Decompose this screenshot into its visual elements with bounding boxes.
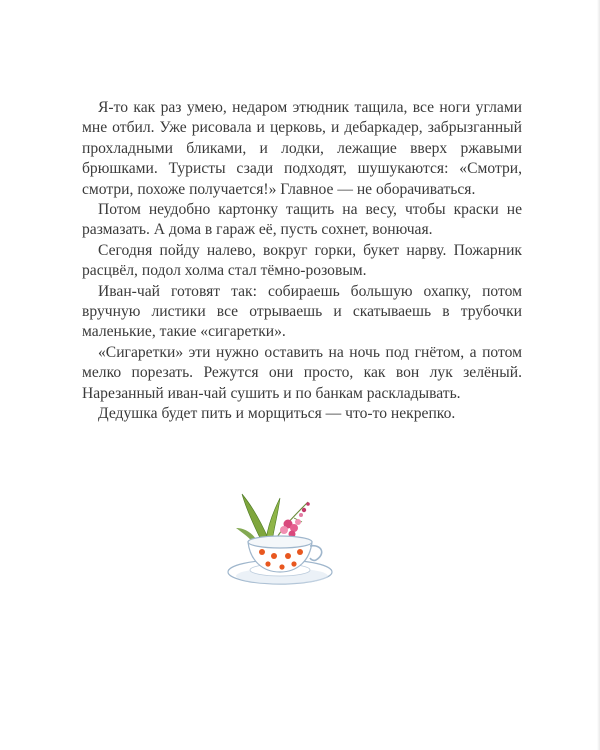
cup-dot (291, 561, 296, 566)
body-text (82, 98, 522, 425)
flower-bud (306, 502, 310, 506)
flower-bud (299, 513, 303, 517)
paragraph: Дедушка будет пить и морщиться — что-то некрепко. (98, 405, 456, 423)
paragraph: Я-то как раз умею, недаром этюдник тащила, все ноги углами мне отбил. Уже рисовала и церковь, и дебаркадер, забрызганный прохладными бликами, и лодки, лежащие вверх ржавыми брюшками. Туристы сзади подходят, шушукаются: «Смотри, смотри, похоже получается!» Главное — не оборачиваться. (82, 99, 522, 198)
flower (280, 526, 288, 534)
teacup-with-fireweed-icon (222, 488, 342, 596)
cup-dot (279, 564, 284, 569)
flower-bud (302, 508, 306, 512)
paragraph: Иван-чай готовят так: собираешь большую охапку, потом вручную листики все отрываешь и скатываешь в трубочки маленькие, такие «сигаретки». (82, 282, 522, 341)
cup-rim (248, 536, 312, 548)
paragraph: Сегодня пойду налево, вокруг горки, букет нарву. Пожарник расцвёл, подол холма стал тёмно-розовым. (82, 241, 522, 280)
flower (295, 519, 301, 525)
cup-handle (310, 546, 322, 561)
cup-dot (271, 553, 277, 559)
cup-dot (297, 549, 303, 555)
cup-dot (265, 561, 270, 566)
cup-dot (259, 549, 265, 555)
paragraph: Потом неудобно картонку тащить на весу, чтобы краски не размазать. А дома в гараж её, пусть сохнет, вонючая. (82, 201, 522, 239)
paragraph: «Сигаретки» эти нужно оставить на ночь под гнётом, а потом мелко порезать. Режутся они просто, как вон лук зелёный. Нарезанный иван-чай сушить и по банкам раскладывать. (82, 343, 522, 402)
cup-dot (285, 553, 291, 559)
